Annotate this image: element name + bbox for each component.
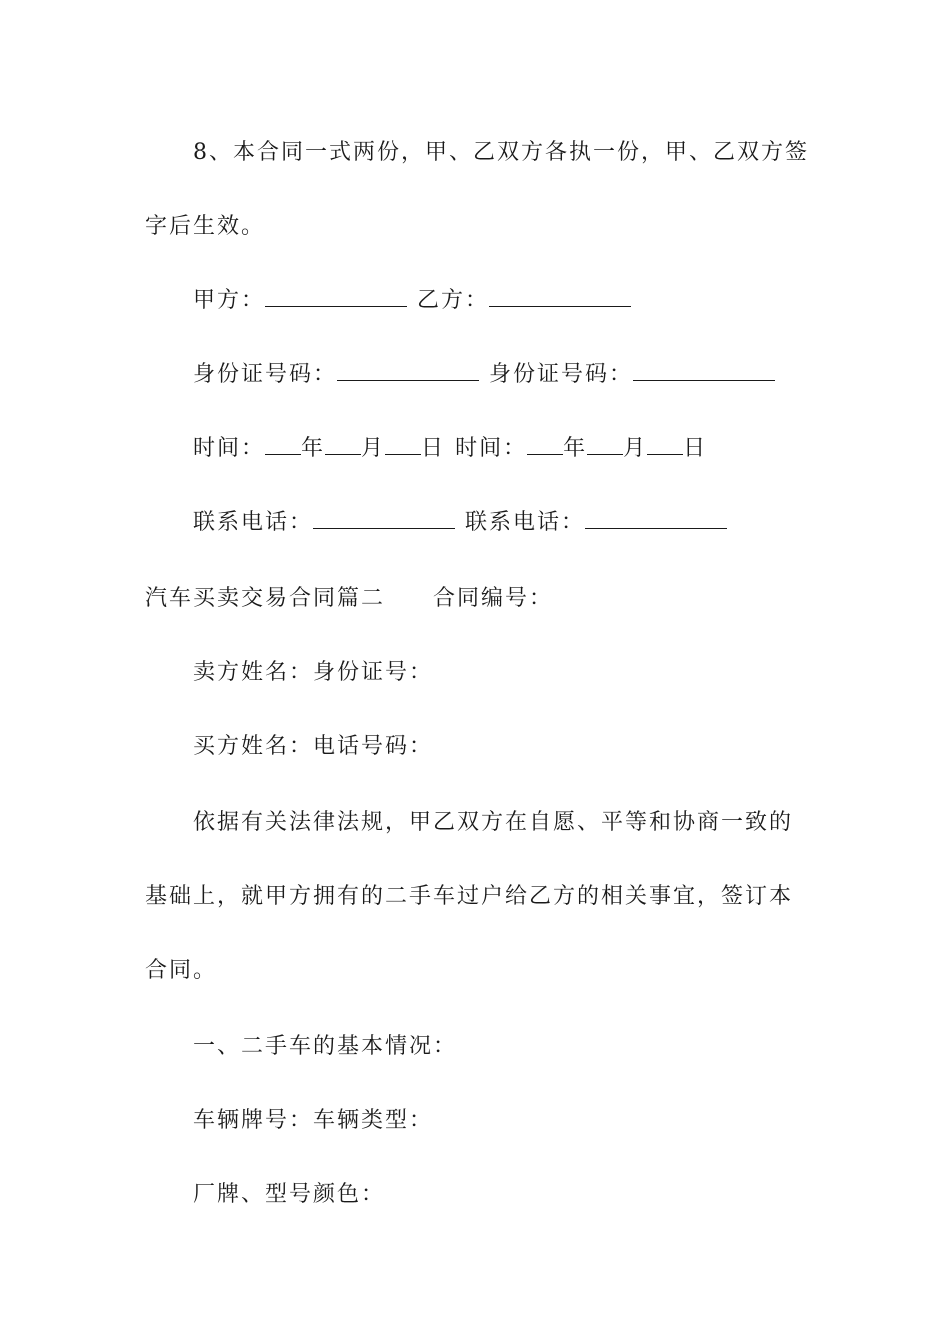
preamble-line-3: 合同。 xyxy=(145,958,218,983)
clause-8-line-1: 8、本合同一式两份，甲、乙双方各执一份，甲、乙双方签 xyxy=(193,140,809,165)
month-a-blank xyxy=(325,434,361,455)
time-label-a: 时间： xyxy=(193,436,266,461)
phone-label-a: 联系电话： xyxy=(193,510,314,535)
id-a-blank xyxy=(337,360,479,381)
section-2-heading-line xyxy=(145,584,553,614)
party-a-label: 甲方： xyxy=(193,288,266,313)
preamble-line-2: 基础上，就甲方拥有的二手车过户给乙方的相关事宜，签订本 xyxy=(145,884,794,909)
phone-label-b: 联系电话： xyxy=(465,510,586,535)
phone-line xyxy=(193,508,727,538)
month-b-label: 月 xyxy=(623,436,648,461)
preamble-line-1: 依据有关法律法规，甲乙双方在自愿、平等和协商一致的 xyxy=(193,810,794,835)
section-2-heading: 汽车买卖交易合同篇二 xyxy=(145,586,386,611)
seller-line: 卖方姓名：身份证号： xyxy=(193,660,434,685)
clause-8-line-2: 字后生效。 xyxy=(145,214,266,239)
year-a-blank xyxy=(265,434,301,455)
id-number-line xyxy=(193,360,775,390)
contract-number-label: 合同编号： xyxy=(433,586,554,611)
id-label-a: 身份证号码： xyxy=(193,362,338,387)
id-b-blank xyxy=(633,360,775,381)
day-b-blank xyxy=(647,434,683,455)
month-a-label: 月 xyxy=(361,436,386,461)
phone-a-blank xyxy=(313,508,455,529)
buyer-line: 买方姓名：电话号码： xyxy=(193,734,434,759)
plate-type-line: 车辆牌号：车辆类型： xyxy=(193,1108,434,1133)
date-line xyxy=(193,434,707,464)
party-b-label: 乙方： xyxy=(417,288,490,313)
brand-color-line: 厂牌、型号颜色： xyxy=(193,1182,386,1207)
party-b-blank xyxy=(489,286,631,307)
phone-b-blank xyxy=(585,508,727,529)
day-a-blank xyxy=(385,434,421,455)
day-a-label: 日 xyxy=(421,436,446,461)
time-label-b: 时间： xyxy=(455,436,528,461)
party-signature-line xyxy=(193,286,631,316)
month-b-blank xyxy=(587,434,623,455)
id-label-b: 身份证号码： xyxy=(489,362,634,387)
year-a-label: 年 xyxy=(301,436,326,461)
day-b-label: 日 xyxy=(683,436,708,461)
party-a-blank xyxy=(265,286,407,307)
item-1-heading: 一、二手车的基本情况： xyxy=(193,1034,458,1059)
year-b-blank xyxy=(527,434,563,455)
year-b-label: 年 xyxy=(563,436,588,461)
